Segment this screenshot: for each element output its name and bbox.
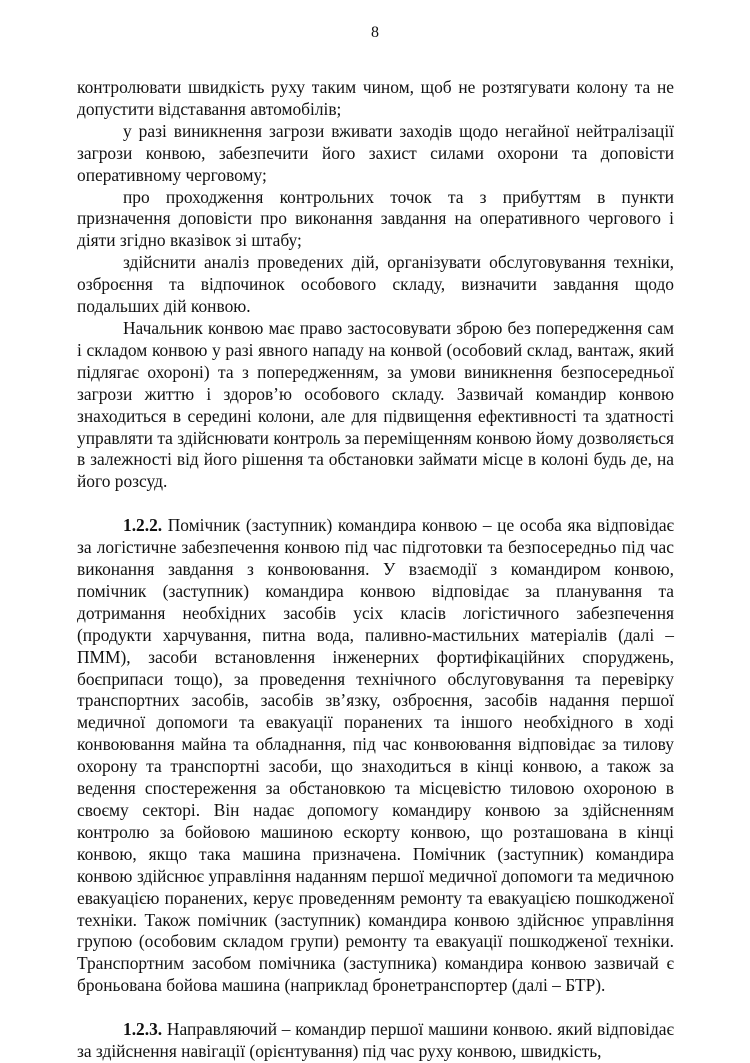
paragraph-gap [77, 997, 674, 1019]
section-1-2-2-text: Помічник (заступник) командира конвою – це особа яка відповідає за логістичне забезпечення конвою під час підготовки та безпосередньо під час виконання завдання з конвоювання. У взаємодії з командиром конвою, помічник (заступник) командира конвою відповідає за планування та дотримання необхідних засобів усіх класів логістичного забезпечення (продукти харчування, питна вода, паливно-мастильних матеріалів (далі – ПММ), засоби встановлення інженерних фортифікаційних споруджень, боєприпаси тощо), за проведення технічного обслуговування та перевірку транспортних засобів, засобів зв’язку, озброєння, засобів надання першої медичної допомоги та евакуації поранених та іншого необхідного в ході конвоювання майна та обладнання, під час конвоювання відповідає за тилову охорону та транспортні засоби, що знаходиться в кінці конвою, а також за ведення спостереження за обстановкою та місцевістю тиловою охороною в своєму секторі. Він надає допомогу командиру конвою за здійсненням контролю за бойовою машиною ескорту конвою, що розташована в кінці конвою, якщо така машина призначена. Помічник (заступник) командира конвою здійснює управління наданням першої медичної допомоги та медичною евакуацією поранених, керує проведенням ремонту та евакуацією пошкодженої техніки. Також помічник (заступник) командира конвою здійснює управління групою (особовим складом групи) ремонту та евакуації пошкодженої техніки. Транспортним засобом помічника (заступника) командира конвою зазвичай є броньована бойова машина (наприклад бронетранспортер (далі – БТР). [77, 515, 674, 996]
section-1-2-3-number: 1.2.3. [123, 1019, 163, 1040]
paragraph-threat-response: у разі виникнення загрози вживати заходів щодо негайної нейтралізації загрози конвою, забезпечити його захист силами охорони та доповісти оперативному черговому; [77, 120, 674, 185]
paragraph-continuation: контролювати швидкість руху таким чином, щоб не розтягувати колону та не допустити відставання автомобілів; [77, 77, 674, 119]
paragraph-gap [77, 493, 674, 515]
section-1-2-3-paragraph [77, 1019, 674, 1063]
section-1-2-3-text: Направляючий – командир першої машини конвою. який відповідає за здійснення навігації (орієнтування) під час руху конвою, швидкість, [77, 1019, 674, 1062]
page-number: 8 [371, 24, 379, 41]
paragraph-checkpoints: про проходження контрольних точок та з прибуттям в пункти призначення доповісти про виконання завдання на оперативного чергового і діяти згідно вказівок зі штабу; [77, 186, 674, 251]
body-text [77, 77, 674, 1063]
section-1-2-2-number: 1.2.2. [123, 515, 163, 536]
section-1-2-2-paragraph [77, 515, 674, 997]
paragraph-analysis: здійснити аналіз проведених дій, організувати обслуговування техніки, озброєння та відпочинок особового складу, визначити завдання щодо подальших дій конвою. [77, 252, 674, 317]
paragraph-convoy-commander-rights: Начальник конвою має право застосовувати зброю без попередження сам і складом конвою у разі явного нападу на конвой (особовий склад, вантаж, який підлягає охороні) та з попередженням, за умови виникнення безпосередньої загрози життю і здоров’ю особового складу. Зазвичай командир конвою знаходиться в середині колони, але для підвищення ефективності та здатності управляти та здійснювати контроль за переміщенням конвою йому дозволяється в залежності від його рішення та обстановки займати місце в колоні будь де, на його розсуд. [77, 317, 674, 492]
